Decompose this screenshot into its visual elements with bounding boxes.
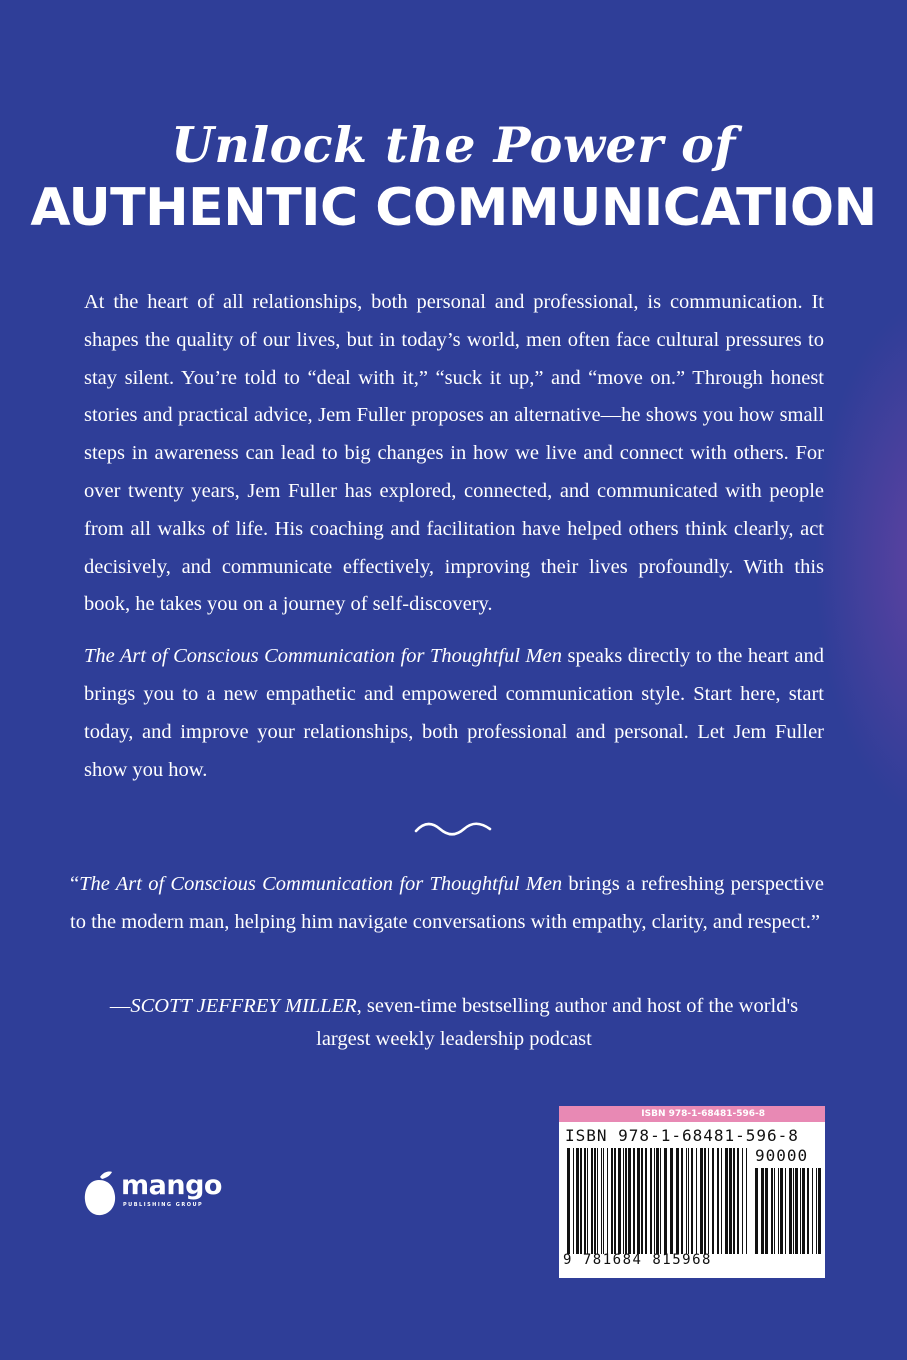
quote-open-mark: “ — [70, 873, 80, 895]
publisher-logo — [83, 1170, 243, 1218]
barcode-bar — [625, 1148, 627, 1254]
publisher-subtitle: PUBLISHING GROUP — [123, 1202, 204, 1208]
barcode-bar — [704, 1148, 706, 1254]
barcode-bar — [700, 1148, 703, 1254]
barcode-bar — [670, 1148, 673, 1254]
barcode-bar — [603, 1148, 604, 1254]
barcode-bar — [780, 1168, 783, 1254]
isbn-strip: ISBN 978-1-68481-596-8 — [559, 1106, 825, 1122]
isbn-text: ISBN 978-1-68481-596-8 — [565, 1126, 799, 1145]
barcode-bar — [656, 1148, 659, 1254]
barcode-bar — [654, 1148, 655, 1254]
barcode-bar — [771, 1168, 773, 1254]
endorsement-attribution — [84, 990, 824, 1056]
barcode-bar — [637, 1148, 640, 1254]
barcode-bar — [721, 1148, 722, 1254]
barcode-bar — [807, 1168, 809, 1254]
mango-fruit-icon — [83, 1170, 119, 1218]
barcode-bar — [641, 1148, 643, 1254]
barcode-bar — [725, 1148, 728, 1254]
barcode-bar — [576, 1148, 579, 1254]
barcode-bar — [664, 1148, 667, 1254]
barcode-bar — [601, 1148, 602, 1254]
barcode-bar — [761, 1168, 764, 1254]
barcode-bar — [607, 1148, 608, 1254]
endorsement-book-title: The Art of Conscious Communication for Thoughtful Men — [79, 873, 563, 895]
barcode-bar — [676, 1148, 679, 1254]
endorsement-quote — [70, 866, 824, 941]
barcode-bar — [597, 1148, 598, 1254]
barcode-bar — [812, 1168, 813, 1254]
barcode-bar — [681, 1148, 683, 1254]
barcode-bar — [618, 1148, 621, 1254]
description-paragraph-2-text: speaks directly to the heart and brings you to a new empathetic and empowered communication style. Start here, start today, and improve your relationships, both professional and personal. Let Jem Fuller show you how. — [84, 645, 825, 781]
barcode-bar — [688, 1148, 689, 1254]
barcode-bar — [712, 1148, 714, 1254]
barcode-bar — [733, 1148, 735, 1254]
barcode-bar — [802, 1168, 805, 1254]
book-title-italic: The Art of Conscious Communication for Thoughtful Men — [84, 645, 562, 668]
barcode-bar — [567, 1148, 570, 1254]
barcode-bar — [818, 1168, 821, 1254]
price-code: 90000 — [755, 1146, 809, 1165]
barcode-bar — [628, 1148, 631, 1254]
description-paragraph-2 — [84, 638, 824, 789]
barcode-bar — [742, 1148, 743, 1254]
barcode-bar — [573, 1148, 574, 1254]
barcode-bar — [633, 1148, 635, 1254]
barcode-bar — [774, 1168, 775, 1254]
barcode-bar — [785, 1168, 786, 1254]
endorser-name: SCOTT JEFFREY MILLER — [130, 995, 357, 1017]
barcode-bar — [800, 1168, 801, 1254]
barcode-bar — [691, 1148, 693, 1254]
barcode-bar — [729, 1148, 732, 1254]
barcode-bar — [614, 1148, 616, 1254]
isbn-barcode — [559, 1106, 825, 1278]
book-description — [84, 284, 824, 789]
barcode-bar — [594, 1148, 596, 1254]
endorser-description: , seven-time bestselling author and host of the world's largest weekly leadership podcast — [316, 995, 799, 1050]
endorsement-quote-text: brings a refreshing perspective to the modern man, helping him navigate conversations with empathy, clarity, and respect.” — [70, 873, 824, 933]
barcode-bar — [746, 1148, 747, 1254]
barcode-bar — [789, 1168, 792, 1254]
barcode-bar — [696, 1148, 697, 1254]
headline-line-2: AUTHENTIC COMMUNICATION — [30, 178, 877, 238]
description-paragraph-1: At the heart of all relationships, both personal and professional, is communication. It shapes the quality of our lives, but in today’s world, men often face cultural pressures to stay silent. You’re told to “deal with it,” “suck it up,” and “move on.” Through honest stories and practical advice, Jem Fuller proposes an alternative—he shows you how small steps in awareness can lead to big changes in how we live and connect with others. For over twenty years, Jem Fuller has explored, connected, and communicated with people from all walks of life. His coaching and facilitation have helped others think clearly, act decisively, and communicate effectively, improving their lives profoundly. With this book, he takes you on a journey of self-discovery. — [84, 291, 824, 616]
attribution-dash: — — [109, 995, 131, 1017]
wave-ornament-icon — [414, 820, 492, 838]
barcode-bar — [611, 1148, 613, 1254]
barcode-bar — [795, 1168, 798, 1254]
barcode-bar — [645, 1148, 647, 1254]
barcode-bar — [717, 1148, 719, 1254]
barcode-bar — [755, 1168, 758, 1254]
barcode-bar — [765, 1168, 768, 1254]
barcode-bar — [737, 1148, 739, 1254]
barcode-bar — [591, 1148, 593, 1254]
barcode-bar — [584, 1148, 586, 1254]
headline-line-1: Unlock the Power of — [171, 116, 736, 174]
barcode-bar — [580, 1148, 582, 1254]
barcode-bar — [793, 1168, 794, 1254]
ean-digits: 9 781684 815968 — [563, 1252, 712, 1268]
barcode-bar — [660, 1148, 661, 1254]
barcode-bar — [778, 1168, 779, 1254]
barcode-bar — [708, 1148, 709, 1254]
barcode-bar — [623, 1148, 624, 1254]
barcode-bar — [650, 1148, 652, 1254]
barcode-bar — [686, 1148, 687, 1254]
barcode-bar — [816, 1168, 817, 1254]
barcode-bar — [587, 1148, 588, 1254]
publisher-name: mango — [121, 1170, 222, 1201]
